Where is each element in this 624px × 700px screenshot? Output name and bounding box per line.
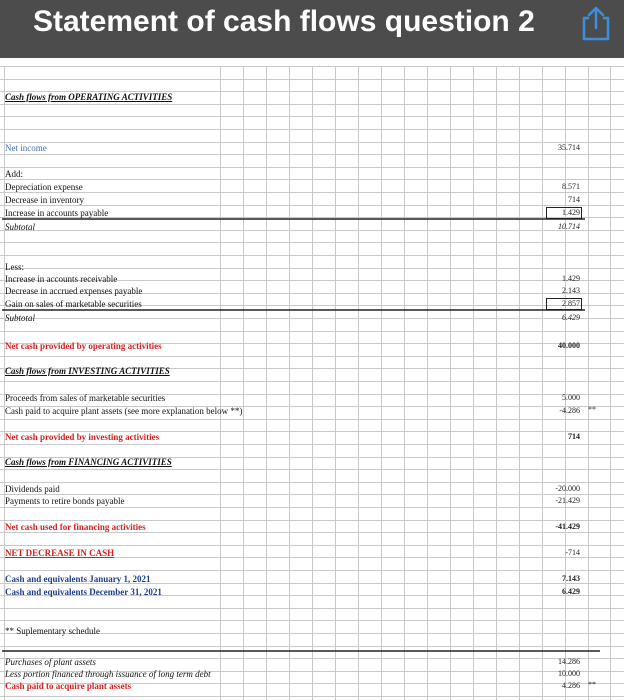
financing-item-label: Payments to retire bonds payable <box>5 496 125 506</box>
subtotal-label: Subtotal <box>5 222 36 232</box>
net-operating-label: Net cash provided by operating activities <box>5 341 162 351</box>
less-item-label: Increase in accounts receivable <box>5 274 118 284</box>
less-item-label: Decrease in accrued expenses payable <box>5 286 143 296</box>
schedule-title: ** Suplementary schedule <box>5 626 100 636</box>
less-label: Less: <box>5 262 24 272</box>
add-item-label: Increase in accounts payable <box>5 208 109 218</box>
net-operating-value: 40.000 <box>558 341 580 350</box>
financing-item-value: -21.429 <box>555 496 580 505</box>
investing-header: Cash flows from INVESTING ACTIVITIES <box>5 366 170 376</box>
less-item-value: 1.429 <box>562 274 580 283</box>
net-investing-label: Net cash provided by investing activities <box>5 432 160 442</box>
subtotal-value: 6.429 <box>562 313 580 322</box>
cash-begin-label: Cash and equivalents January 1, 2021 <box>5 574 151 584</box>
net-financing-label: Net cash used for financing activities <box>5 522 146 532</box>
cash-begin-value: 7.143 <box>562 574 580 583</box>
less-item-label: Gain on sales of marketable securities <box>5 299 142 309</box>
title-bar <box>0 0 624 58</box>
operating-header: Cash flows from OPERATING ACTIVITIES <box>5 92 173 102</box>
financing-item-label: Dividends paid <box>5 484 60 494</box>
investing-item-value: -4.286 <box>559 406 580 415</box>
investing-item-value: 5.000 <box>562 393 580 402</box>
page-title: Statement of cash flows question 2 <box>33 5 535 38</box>
schedule-item-label: Cash paid to acquire plant assets <box>5 681 132 691</box>
investing-item-label: Proceeds from sales of marketable securities <box>5 393 166 403</box>
schedule-item-value: 4.286 <box>562 681 580 690</box>
financing-item-value: -20.000 <box>555 484 580 493</box>
net-income-label: Net income <box>5 143 47 153</box>
less-item-value: 2.143 <box>562 286 580 295</box>
schedule-item-value: 14.286 <box>558 657 580 666</box>
subtotal-value: 10.714 <box>558 222 580 231</box>
net-financing-value: -41.429 <box>555 522 580 531</box>
net-decrease-value: -714 <box>565 548 580 557</box>
cash-end-label: Cash and equivalents December 31, 2021 <box>5 587 162 597</box>
add-item-label: Decrease in inventory <box>5 195 84 205</box>
spreadsheet-grid <box>0 62 624 700</box>
add-item-label: Depreciation expense <box>5 182 83 192</box>
schedule-item-label: Purchases of plant assets <box>5 657 96 667</box>
cash-end-value: 6.429 <box>562 587 580 596</box>
less-item-value: 2.857 <box>562 299 580 308</box>
add-item-value: 1.429 <box>562 208 580 217</box>
schedule-item-label: Less portion financed through issuance of long term debt <box>5 669 211 679</box>
subtotal-label: Subtotal <box>5 313 36 323</box>
net-decrease-label: NET DECREASE IN CASH <box>5 548 115 558</box>
net-investing-value: 714 <box>568 432 580 441</box>
net-income-value: 35.714 <box>558 143 580 152</box>
add-item-value: 8.571 <box>562 182 580 191</box>
note-marker: ** <box>588 680 596 689</box>
add-label: Add: <box>5 169 23 179</box>
add-item-value: 714 <box>568 195 580 204</box>
note-marker: ** <box>588 405 596 414</box>
investing-item-label: Cash paid to acquire plant assets (see more explanation below **) <box>5 406 243 416</box>
spreadsheet <box>0 62 624 700</box>
schedule-item-value: 10.000 <box>558 669 580 678</box>
financing-header: Cash flows from FINANCING ACTIVITIES <box>5 457 172 467</box>
share-icon[interactable] <box>578 4 614 42</box>
